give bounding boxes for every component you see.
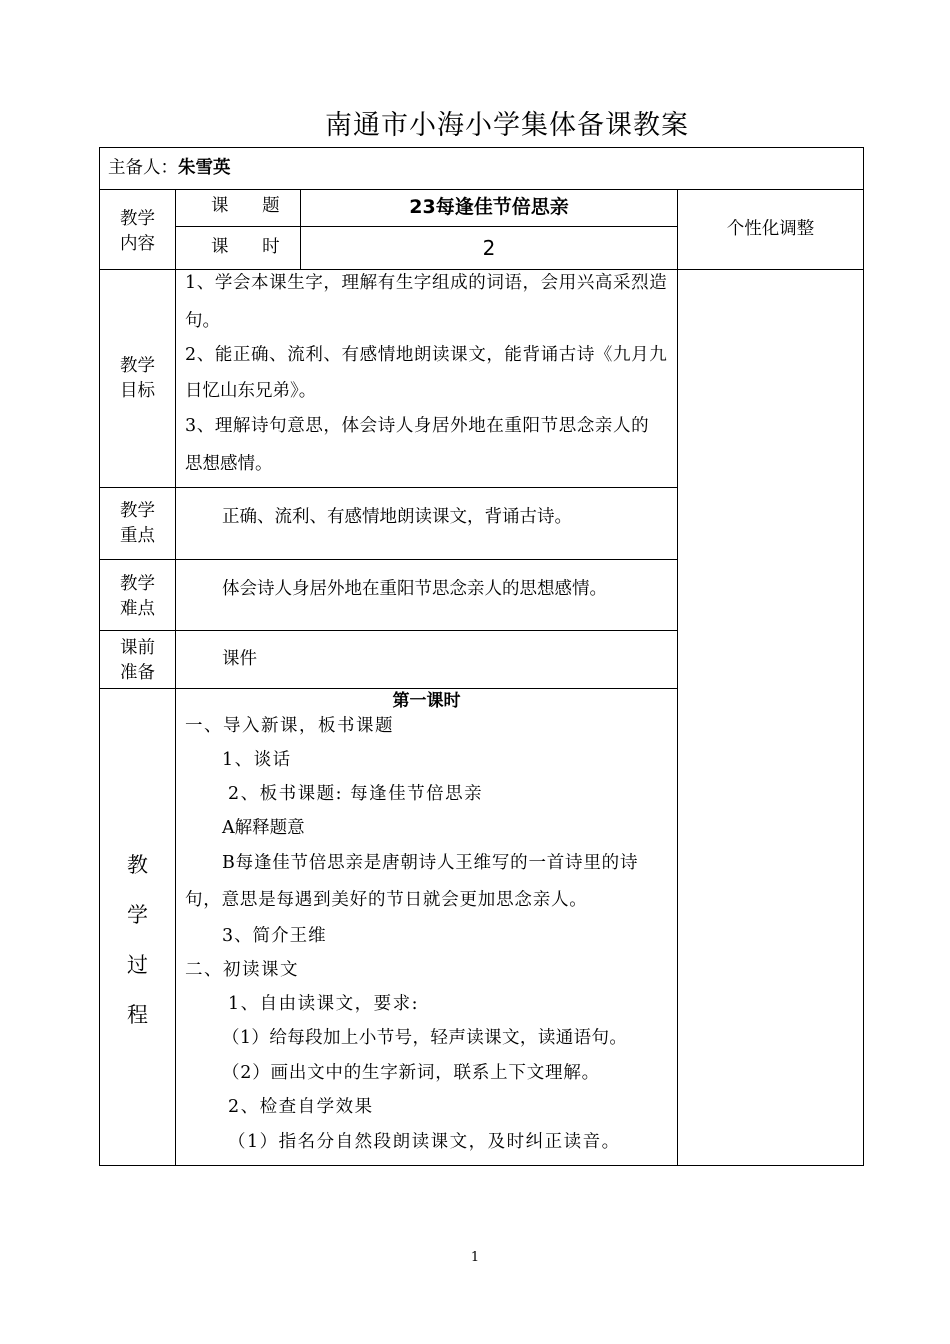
goal-line: 日忆山东兄弟》。 bbox=[185, 381, 317, 401]
topic-value: 23每逢佳节倍思亲 bbox=[409, 196, 569, 218]
process-line: 1、自由读课文，要求: bbox=[228, 994, 420, 1014]
page-number: 1 bbox=[470, 1250, 480, 1265]
process-line: （1）指名分自然段朗读课文，及时纠正读音。 bbox=[228, 1132, 621, 1152]
goal-line: 句。 bbox=[185, 311, 220, 331]
process-line: （2）画出文中的生字新词，联系上下文理解。 bbox=[222, 1063, 600, 1083]
process-line: 1、谈话 bbox=[222, 750, 292, 770]
process-line: 2、板书课题: 每逢佳节倍思亲 bbox=[228, 784, 484, 804]
topic-label: 课 题 bbox=[211, 196, 294, 216]
process-label: 教 学 过 程 bbox=[127, 853, 148, 1027]
difficulties-label: 教学 难点 bbox=[120, 574, 155, 619]
preparer-name: 朱雪英 bbox=[178, 158, 231, 178]
process-line: 二、初读课文 bbox=[185, 960, 299, 980]
period-value: 2 bbox=[482, 236, 496, 260]
process-line: 2、检查自学效果 bbox=[228, 1097, 374, 1117]
goal-line: 3、理解诗句意思，体会诗人身居外地在重阳节思念亲人的 bbox=[185, 416, 650, 436]
goal-line: 2、能正确、流利、有感情地朗读课文，能背诵古诗《九月九 bbox=[185, 345, 668, 365]
period-label: 课 时 bbox=[211, 237, 294, 257]
process-line: （1）给每段加上小节号，轻声读课文，读通语句。 bbox=[222, 1028, 628, 1048]
goal-line: 思想感情。 bbox=[185, 454, 273, 474]
key-points-text: 正确、流利、有感情地朗读课文，背诵古诗。 bbox=[222, 507, 572, 527]
process-line: 一、导入新课，板书课题 bbox=[185, 716, 394, 736]
process-line: A解释题意 bbox=[222, 818, 305, 838]
page-title: 南通市小海小学集体备课教案 bbox=[325, 110, 689, 141]
process-line: 3、简介王维 bbox=[222, 926, 327, 946]
goal-line: 1、学会本课生字，理解有生字组成的词语，会用兴高采烈造 bbox=[185, 273, 668, 293]
process-heading: 第一课时 bbox=[392, 691, 461, 711]
personalized-adjust-header: 个性化调整 bbox=[726, 219, 815, 239]
preparation-label: 课前 准备 bbox=[120, 638, 155, 683]
process-line: 句，意思是每遇到美好的节日就会更加思念亲人。 bbox=[185, 890, 588, 910]
preparation-text: 课件 bbox=[222, 649, 257, 669]
key-points-label: 教学 重点 bbox=[120, 501, 155, 546]
content-label: 教学 内容 bbox=[120, 209, 155, 254]
goals-label: 教学 目标 bbox=[120, 356, 155, 401]
process-line: B每逢佳节倍思亲是唐朝诗人王维写的一首诗里的诗 bbox=[222, 853, 639, 873]
preparer-row bbox=[108, 160, 231, 178]
preparer-label: 主备人： bbox=[108, 158, 178, 178]
difficulties-text: 体会诗人身居外地在重阳节思念亲人的思想感情。 bbox=[222, 579, 607, 599]
